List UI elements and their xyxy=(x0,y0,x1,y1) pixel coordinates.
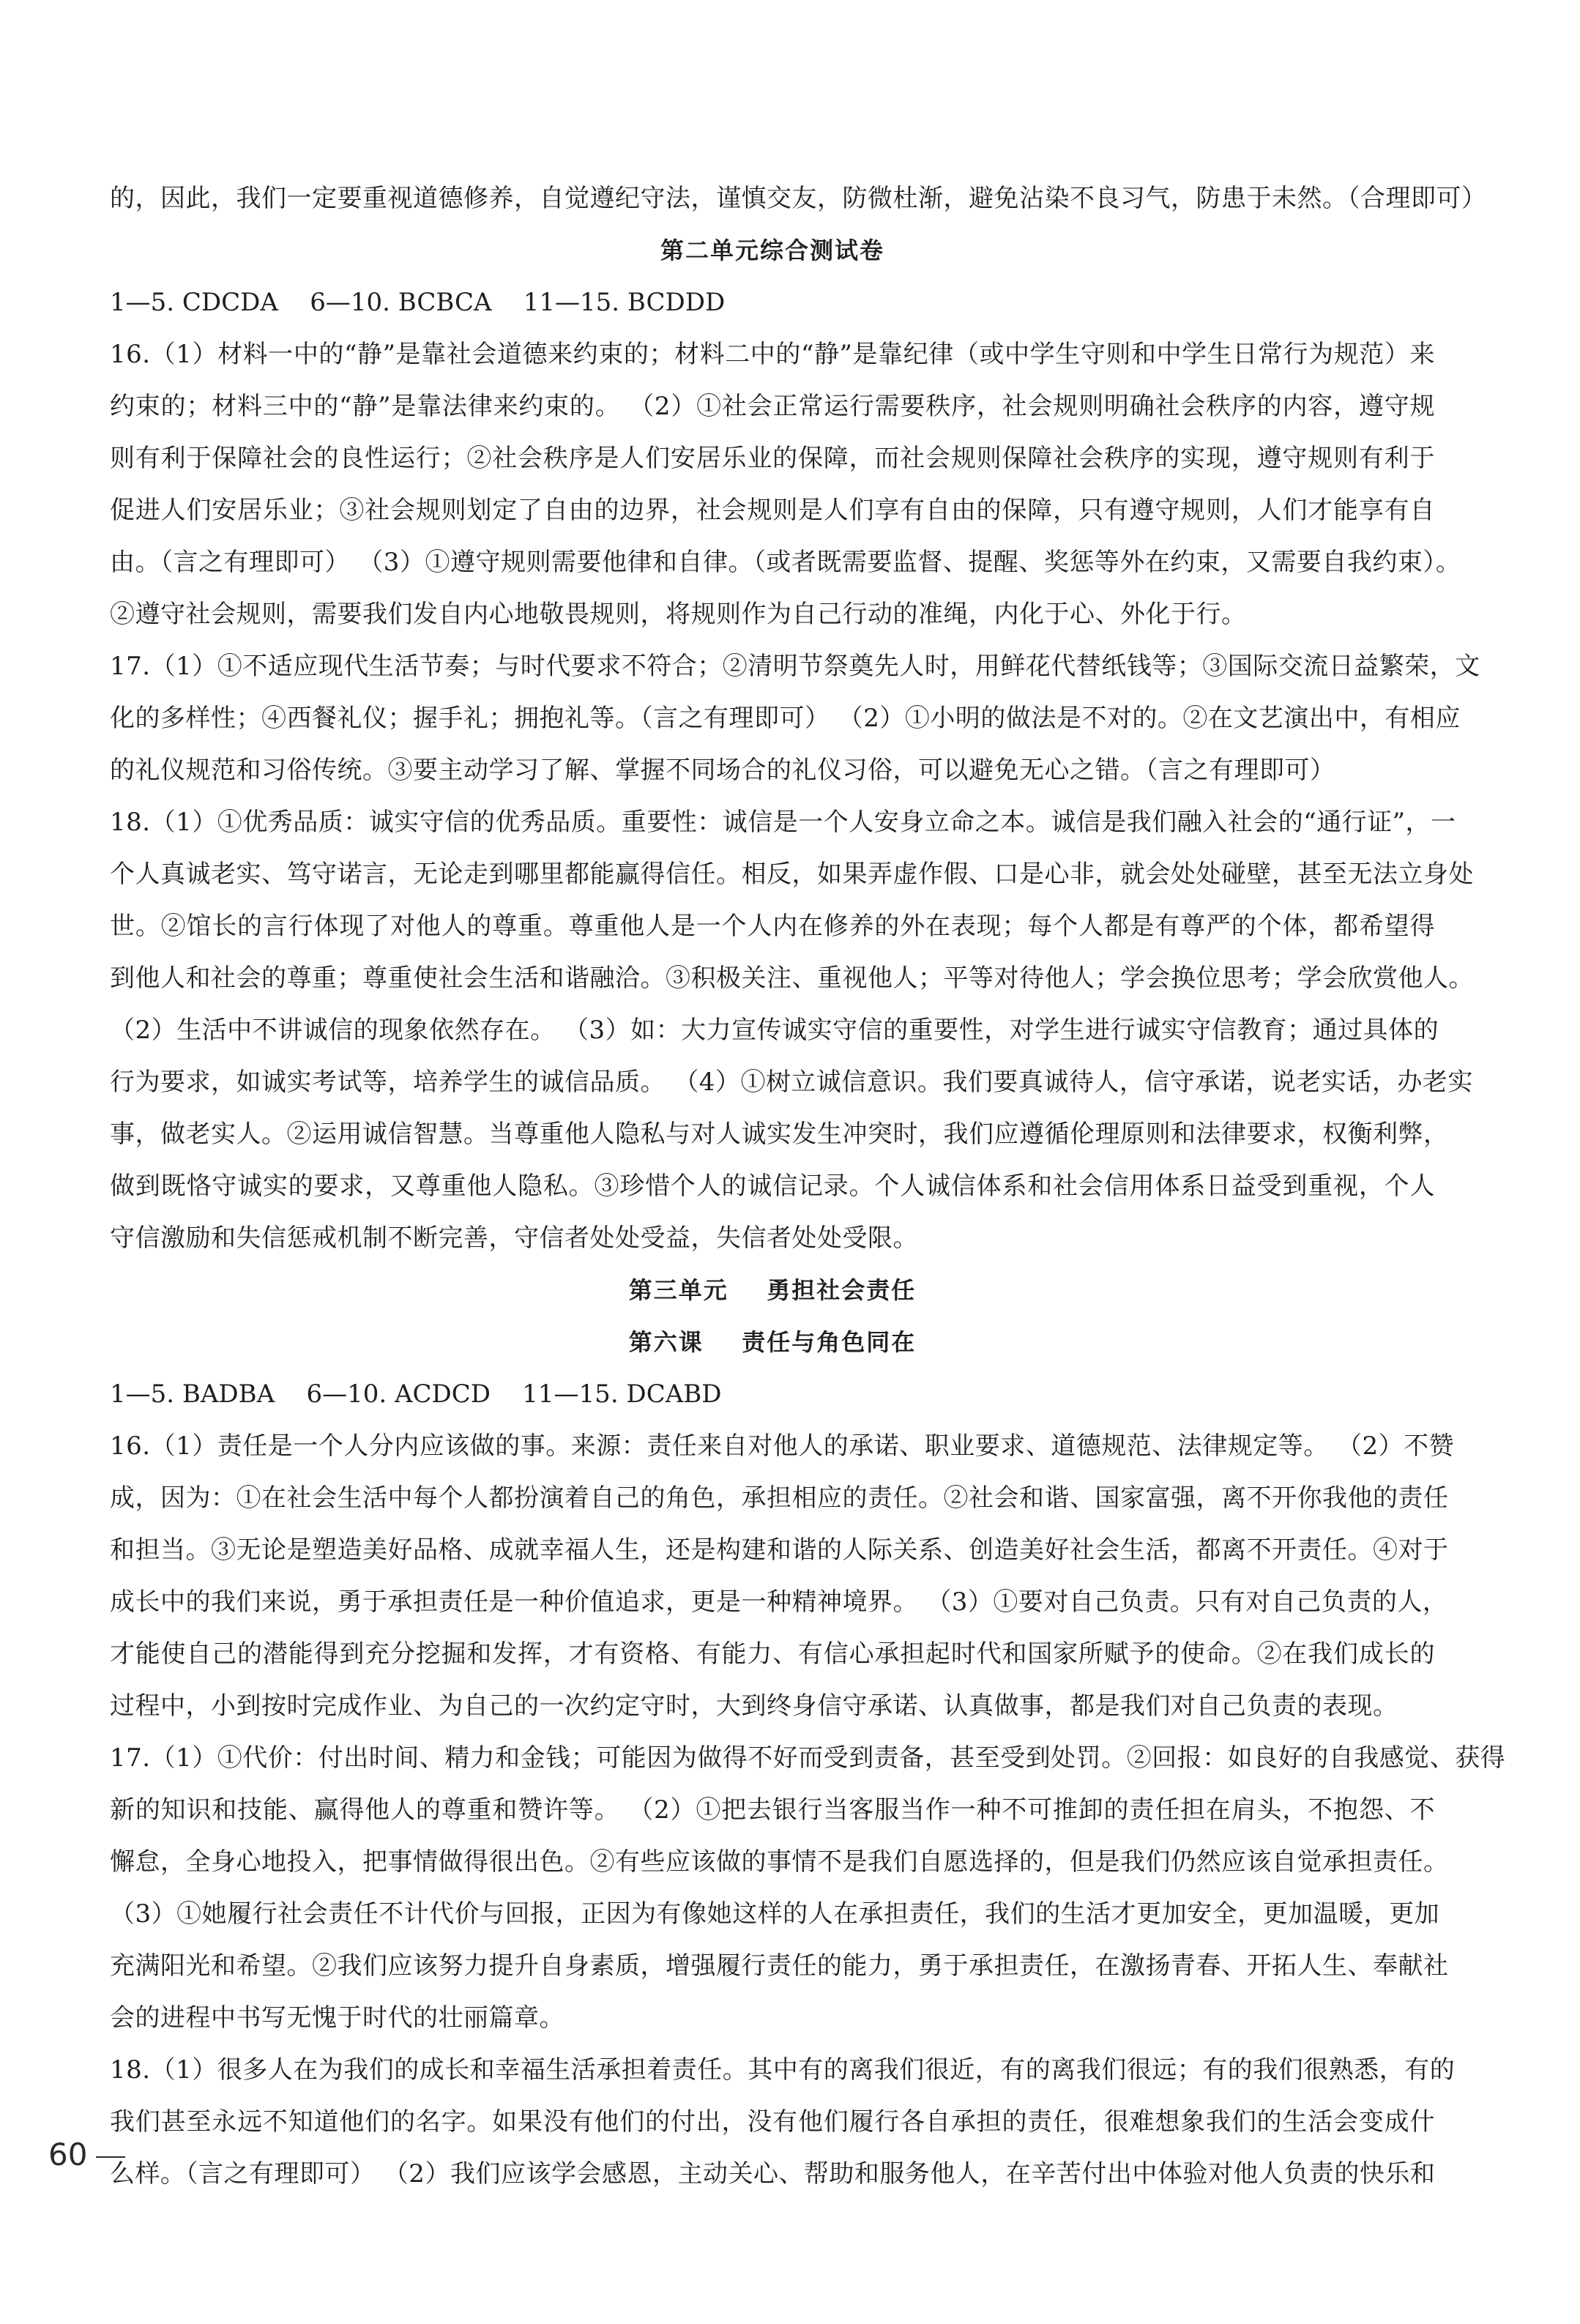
answer-text-line: （3）①她履行社会责任不计代价与回报，正因为有像她这样的人在承担责任，我们的生活才更加安全，更加温暖，更加 xyxy=(110,1899,1440,1929)
answer-text-line: 做到既恪守诚实的要求，又尊重他人隐私。③珍惜个人的诚信记录。个人诚信体系和社会信用体系日益受到重视，个人 xyxy=(110,1172,1435,1201)
answer-text-line: 行为要求，如诚实考试等，培养学生的诚信品质。 （4）①树立诚信意识。我们要真诚待人，信守承诺，说老实话，办老实 xyxy=(110,1068,1473,1097)
answer-text-line: 成长中的我们来说，勇于承担责任是一种价值追求，更是一种精神境界。 （3）①要对自己负责。只有对自己负责的人， xyxy=(110,1587,1448,1617)
section-heading: 第六课 责任与角色同在 xyxy=(628,1328,917,1356)
answer-text-line: 16.（1）材料一中的“静”是靠社会道德来约束的；材料二中的“静”是靠纪律（或中学生守则和中学生日常行为规范）来 xyxy=(110,340,1435,369)
answer-text-line: 的礼仪规范和习俗传统。③要主动学习了解、掌握不同场合的礼仪习俗，可以避免无心之错。（言之有理即可） xyxy=(110,756,1335,785)
answer-text-line: （2）生活中不讲诚信的现象依然存在。 （3）如：大力宣传诚实守信的重要性，对学生进行诚实守信教育；通过具体的 xyxy=(110,1016,1439,1045)
answer-text-line: 懈怠，全身心地投入，把事情做得很出色。②有些应该做的事情不是我们自愿选择的，但是我们仍然应该自觉承担责任。 xyxy=(110,1847,1449,1877)
page-number xyxy=(48,2137,125,2172)
multiple-choice-answers: 1—5. CDCDA 6—10. BCBCA 11—15. BCDDD xyxy=(110,288,726,317)
answer-text-line: 才能使自己的潜能得到充分挖掘和发挥，才有资格、有能力、有信心承担起时代和国家所赋予的使命。②在我们成长的 xyxy=(110,1639,1435,1669)
answer-text-line: 18.（1）①优秀品质：诚实守信的优秀品质。重要性：诚信是一个人安身立命之本。诚信是我们融入社会的“通行证”，一 xyxy=(110,808,1456,837)
answer-text-line: 化的多样性；④西餐礼仪；握手礼；拥抱礼等。（言之有理即可） （2）①小明的做法是不对的。②在文艺演出中，有相应 xyxy=(110,704,1461,733)
answer-text-line: 事，做老实人。②运用诚信智慧。当尊重他人隐私与对人诚实发生冲突时，我们应遵循伦理原则和法律要求，权衡利弊， xyxy=(110,1120,1449,1149)
multiple-choice-answers: 1—5. BADBA 6—10. ACDCD 11—15. DCABD xyxy=(110,1379,722,1409)
answer-text-line: 的，因此，我们一定要重视道德修养，自觉遵纪守法，谨慎交友，防微杜渐，避免沾染不良习气，防患于未然。（合理即可） xyxy=(110,184,1487,213)
answer-text-line: 到他人和社会的尊重；尊重使社会生活和谐融洽。③积极关注、重视他人；平等对待他人；学会换位思考；学会欣赏他人。 xyxy=(110,964,1474,993)
answer-text-line: 么样。（言之有理即可） （2）我们应该学会感恩，主动关心、帮助和服务他人，在辛苦付出中体验对他人负责的快乐和 xyxy=(110,2159,1436,2189)
page-number-label: 60 xyxy=(48,2137,88,2172)
answer-text-line: 17.（1）①不适应现代生活节奏；与时代要求不符合；②清明节祭奠先人时，用鲜花代替纸钱等；③国际交流日益繁荣，文 xyxy=(110,652,1480,681)
answer-text-line: 则有利于保障社会的良性运行；②社会秩序是人们安居乐业的保障，而社会规则保障社会秩序的实现，遵守规则有利于 xyxy=(110,444,1435,473)
answer-text-line: 过程中，小到按时完成作业、为自己的一次约定守时，大到终身信守承诺、认真做事，都是我们对自己负责的表现。 xyxy=(110,1691,1398,1721)
answer-text-line: 我们甚至永远不知道他们的名字。如果没有他们的付出，没有他们履行各自承担的责任，很难想象我们的生活会变成什 xyxy=(110,2107,1435,2137)
answer-text-line: 成，因为：①在社会生活中每个人都扮演着自己的角色，承担相应的责任。②社会和谐、国家富强，离不开你我他的责任 xyxy=(110,1483,1449,1513)
answer-text-line: 17.（1）①代价：付出时间、精力和金钱；可能因为做得不好而受到责备，甚至受到处罚。②回报：如良好的自我感觉、获得 xyxy=(110,1743,1506,1773)
answer-text-line: 会的进程中书写无愧于时代的壮丽篇章。 xyxy=(110,2003,564,2033)
answer-text-line: 约束的；材料三中的“静”是靠法律来约束的。 （2）①社会正常运行需要秩序，社会规则明确社会秩序的内容，遵守规 xyxy=(110,392,1435,421)
answer-text-line: 由。（言之有理即可） （3）①遵守规则需要他律和自律。（或者既需要监督、提醒、奖惩等外在约束，又需要自我约束）。 xyxy=(110,548,1461,577)
answer-text-line: 促进人们安居乐业；③社会规则划定了自由的边界，社会规则是人们享有自由的保障，只有遵守规则，人们才能享有自 xyxy=(110,496,1435,525)
answer-text-line: 守信激励和失信惩戒机制不断完善，守信者处处受益，失信者处处受限。 xyxy=(110,1224,918,1253)
answer-text-line: 新的知识和技能、赢得他人的尊重和赞许等。 （2）①把去银行当客服当作一种不可推卸的责任担在肩头，不抱怨、不 xyxy=(110,1795,1435,1825)
answer-text-line: 16.（1）责任是一个人分内应该做的事。来源：责任来自对他人的承诺、职业要求、道德规范、法律规定等。 （2）不赞 xyxy=(110,1431,1455,1461)
section-heading: 第二单元综合测试卷 xyxy=(660,237,884,264)
answer-text-line: 个人真诚老实、笃守诺言，无论走到哪里都能赢得信任。相反，如果弄虚作假、口是心非，就会处处碰壁，甚至无法立身处 xyxy=(110,860,1474,889)
answer-text-line: 充满阳光和希望。②我们应该努力提升自身素质，增强履行责任的能力，勇于承担责任，在激扬青春、开拓人生、奉献社 xyxy=(110,1951,1449,1981)
answer-text-line: 和担当。③无论是塑造美好品格、成就幸福人生，还是构建和谐的人际关系、创造美好社会生活，都离不开责任。④对于 xyxy=(110,1535,1449,1565)
answer-text-line: 18.（1）很多人在为我们的成长和幸福生活承担着责任。其中有的离我们很近，有的离我们很远；有的我们很熟悉，有的 xyxy=(110,2055,1456,2085)
section-heading: 第三单元 勇担社会责任 xyxy=(628,1276,917,1304)
answer-text-line: 世。②馆长的言行体现了对他人的尊重。尊重他人是一个人内在修养的外在表现；每个人都是有尊严的个体，都希望得 xyxy=(110,912,1435,941)
page-number-dash xyxy=(96,2156,125,2158)
answer-text-line: ②遵守社会规则，需要我们发自内心地敬畏规则，将规则作为自己行动的准绳，内化于心、外化于行。 xyxy=(110,600,1247,629)
answer-page xyxy=(110,173,1506,2200)
